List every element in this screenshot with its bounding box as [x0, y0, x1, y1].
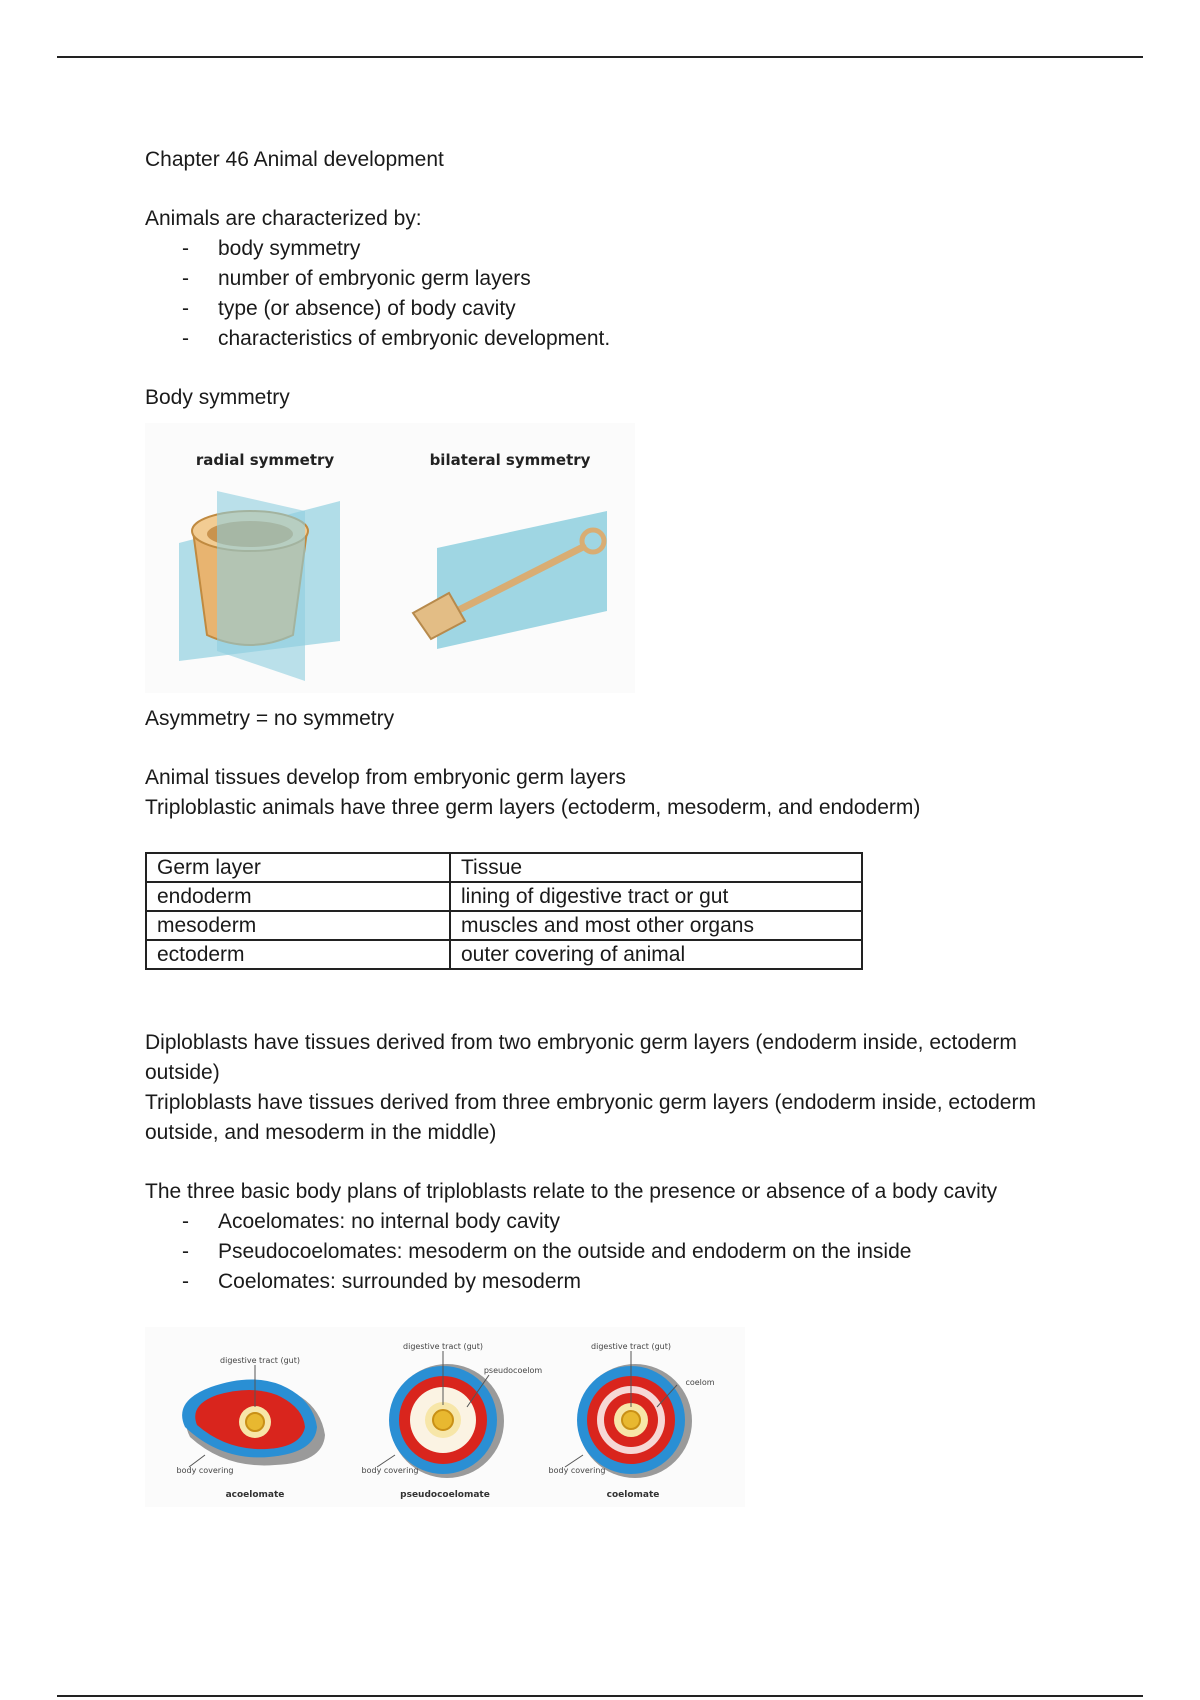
list-item: - body symmetry: [145, 234, 1075, 264]
bilateral-symmetry-label: bilateral symmetry: [429, 451, 591, 469]
symmetry-figure: [145, 423, 635, 693]
body-plans-list: [145, 1207, 1075, 1297]
table-cell: endoderm: [146, 882, 450, 911]
body-plans-intro: The three basic body plans of triploblasts relate to the presence or absence of a body cavity: [145, 1180, 998, 1203]
acoelomate-gut-label: digestive tract (gut): [220, 1356, 300, 1365]
triploblasts-text: Triploblasts have tissues derived from three embryonic germ layers (endoderm inside, ectoderm outside, and mesoderm in the middle): [145, 1091, 1036, 1144]
list-item: - characteristics of embryonic development.: [145, 324, 1075, 354]
diploblasts-text: Diploblasts have tissues derived from two embryonic germ layers (endoderm inside, ectoderm outside): [145, 1031, 1017, 1084]
list-item: - Coelomates: surrounded by mesoderm: [145, 1267, 1075, 1297]
pseudocoelom-label: pseudocoelom: [483, 1366, 543, 1375]
list-item: - Pseudocoelomates: mesoderm on the outside and endoderm on the inside: [145, 1237, 1075, 1267]
table-cell: mesoderm: [146, 911, 450, 940]
pseudocoelomate-covering-label: body covering: [361, 1466, 419, 1475]
coelomate-covering-label: body covering: [548, 1466, 606, 1475]
characterized-intro: Animals are characterized by:: [145, 207, 422, 230]
coelom-label: coelom: [685, 1378, 715, 1387]
pseudocoelomate-caption: pseudocoelomate: [400, 1490, 490, 1500]
asymmetry-text: Asymmetry = no symmetry: [145, 707, 395, 730]
characterized-list: [145, 234, 1075, 354]
list-item: - Acoelomates: no internal body cavity: [145, 1207, 1075, 1237]
table-cell: lining of digestive tract or gut: [450, 882, 862, 911]
radial-symmetry-label: radial symmetry: [195, 451, 335, 469]
table-header: Germ layer: [146, 853, 450, 882]
table-cell: ectoderm: [146, 940, 450, 969]
germ-layer-table: [145, 852, 863, 970]
table-header-row: [146, 853, 862, 882]
acoelomate-covering-label: body covering: [176, 1466, 234, 1475]
tissues-line-1: Animal tissues develop from embryonic germ layers: [145, 766, 626, 789]
chapter-title: Chapter 46 Animal development: [145, 148, 444, 171]
acoelomate-caption: acoelomate: [225, 1490, 285, 1500]
coelomate-caption: coelomate: [606, 1490, 660, 1500]
table-cell: outer covering of animal: [450, 940, 862, 969]
tissues-line-2: Triploblastic animals have three germ layers (ectoderm, mesoderm, and endoderm): [145, 796, 921, 819]
coelomate-gut-label: digestive tract (gut): [591, 1342, 671, 1351]
symmetry-heading: Body symmetry: [145, 386, 290, 409]
footer-rule: [57, 1695, 1143, 1697]
table-header: Tissue: [450, 853, 862, 882]
pseudocoelomate-gut-label: digestive tract (gut): [403, 1342, 483, 1351]
body-cavity-figure: [145, 1327, 745, 1507]
table-cell: muscles and most other organs: [450, 911, 862, 940]
table-row: [146, 911, 862, 940]
table-row: [146, 882, 862, 911]
table-row: [146, 940, 862, 969]
document-page: [145, 145, 1075, 1516]
list-item: - type (or absence) of body cavity: [145, 294, 1075, 324]
header-rule: [57, 56, 1143, 58]
list-item: - number of embryonic germ layers: [145, 264, 1075, 294]
